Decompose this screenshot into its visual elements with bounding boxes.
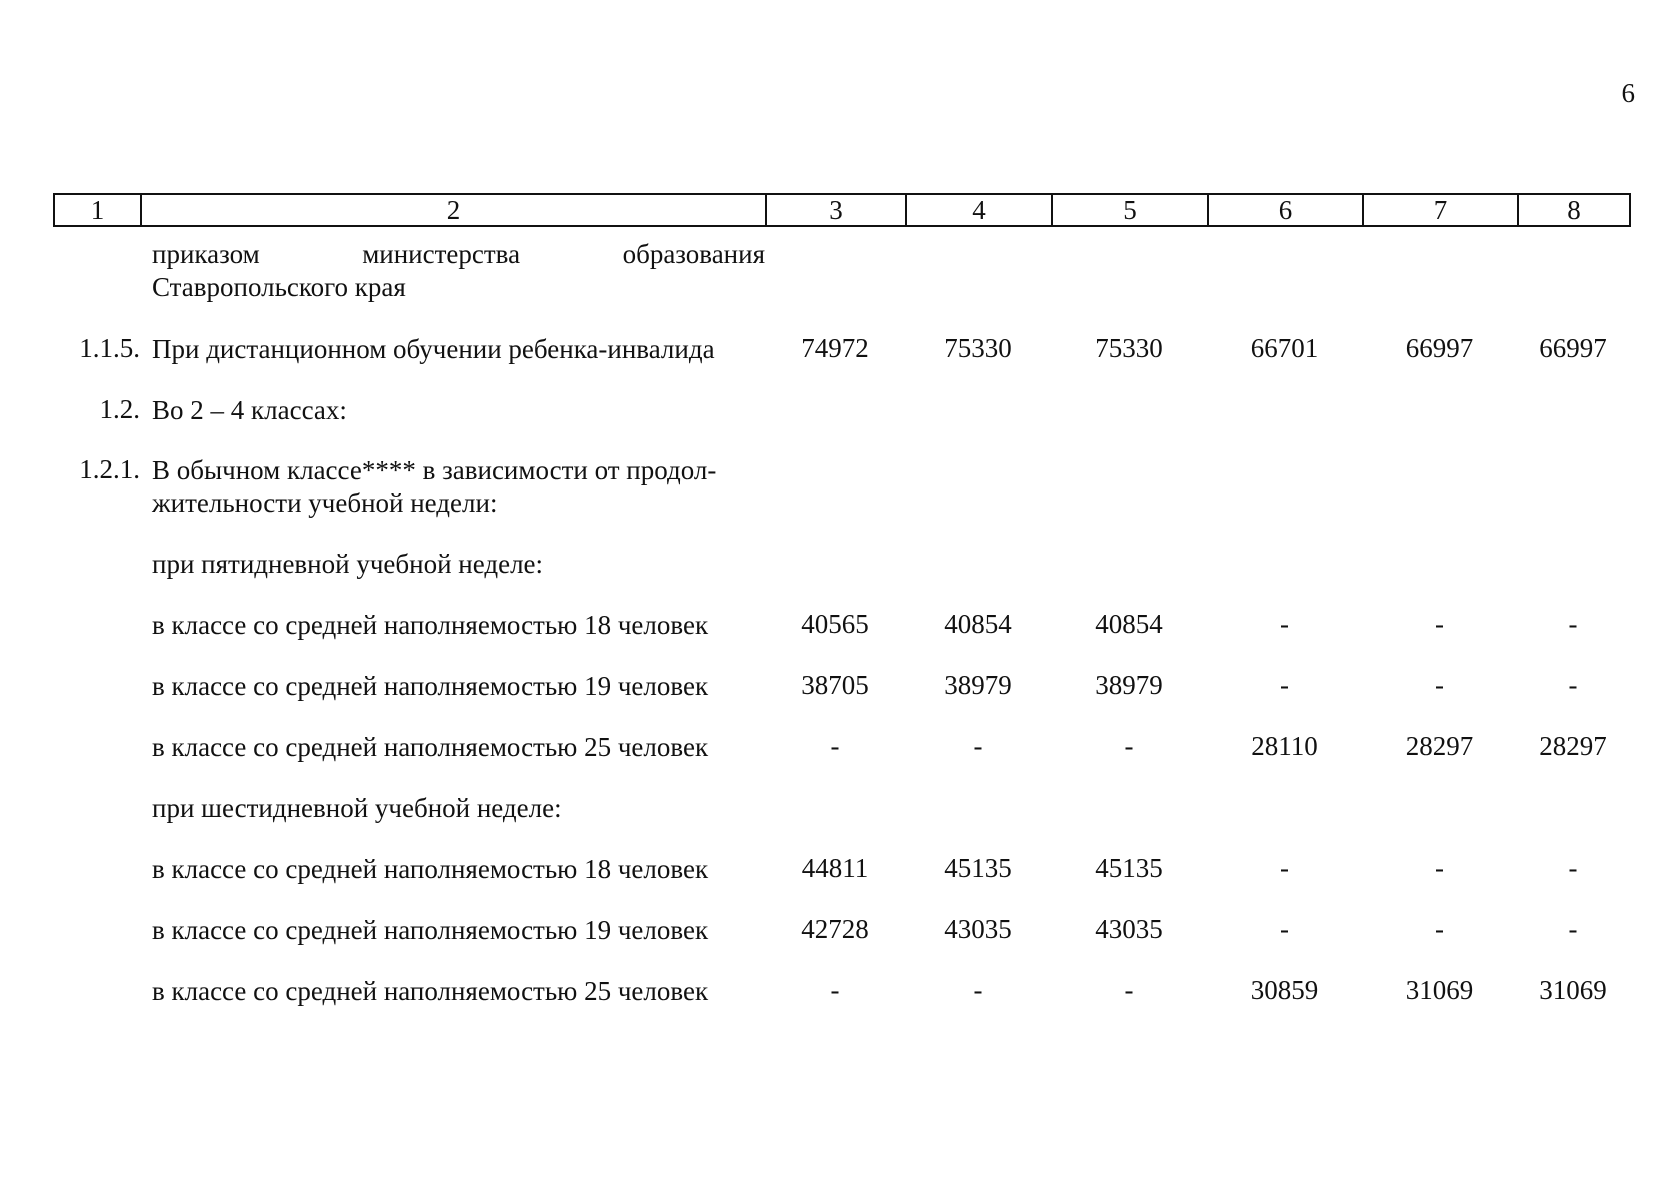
- row-description-line-1: В обычном классе**** в зависимости от продол-: [152, 455, 717, 485]
- row-value-col-7: -: [1435, 670, 1444, 700]
- row-value-col-8: 66997: [1539, 333, 1607, 363]
- row-value-col-4: 45135: [944, 853, 1012, 883]
- header-col-3: 3: [766, 194, 906, 226]
- row-value-col-6: 30859: [1250, 975, 1319, 1005]
- row-value-col-4: 38979: [944, 670, 1012, 700]
- row-value-col-7: -: [1435, 914, 1444, 944]
- row-value-col-8: 28297: [1539, 731, 1607, 761]
- row-description: в классе со средней наполняемостью 25 человек: [152, 732, 709, 762]
- row-number: 1.1.5.: [79, 333, 140, 363]
- row-value-col-7: -: [1435, 609, 1444, 639]
- header-col-1: 1: [54, 194, 141, 226]
- row-description: [140, 454, 765, 520]
- row-number: 1.2.: [99, 394, 140, 424]
- table-row: [53, 394, 1629, 427]
- row-value-col-6: -: [1280, 670, 1289, 700]
- table-row: [53, 670, 1629, 703]
- table-row: [53, 454, 1629, 520]
- row-value-col-5: 43035: [1095, 914, 1163, 944]
- row-description-line-1: приказом министерства образования: [152, 239, 765, 269]
- row-description: в классе со средней наполняемостью 18 человек: [152, 854, 709, 884]
- row-description: в классе со средней наполняемостью 19 человек: [152, 915, 709, 945]
- row-value-col-7: 28297: [1405, 731, 1474, 761]
- row-value-col-4: 75330: [944, 333, 1012, 363]
- row-value-col-4: -: [973, 731, 983, 761]
- row-value-col-3: 40565: [801, 609, 869, 639]
- row-value-col-8: -: [1568, 609, 1578, 639]
- row-description: в классе со средней наполняемостью 25 человек: [152, 976, 709, 1006]
- row-description: При дистанционном обучении ребенка-инвалида: [152, 334, 715, 364]
- row-value-col-6: -: [1280, 853, 1289, 883]
- row-value-col-5: 75330: [1095, 333, 1163, 363]
- row-value-col-7: 31069: [1405, 975, 1474, 1005]
- row-value-col-8: -: [1568, 914, 1578, 944]
- row-description: в классе со средней наполняемостью 18 человек: [152, 610, 709, 640]
- row-description: Во 2 – 4 классах:: [152, 395, 347, 425]
- header-col-4: 4: [906, 194, 1052, 226]
- row-value-col-4: -: [973, 975, 983, 1005]
- column-number-header: [53, 193, 1631, 227]
- row-value-col-6: 28110: [1251, 731, 1318, 761]
- row-value-col-3: 42728: [801, 914, 869, 944]
- row-value-col-5: 40854: [1095, 609, 1163, 639]
- row-value-col-5: 38979: [1095, 670, 1163, 700]
- table-row: [53, 792, 1629, 825]
- table-row: [53, 975, 1629, 1008]
- row-number: 1.2.1.: [79, 454, 140, 484]
- table-row: [53, 238, 1629, 304]
- row-value-col-5: -: [1124, 975, 1134, 1005]
- table-row: [53, 914, 1629, 947]
- row-description: в классе со средней наполняемостью 19 человек: [152, 671, 709, 701]
- header-col-7: 7: [1363, 194, 1518, 226]
- header-col-8: 8: [1518, 194, 1630, 226]
- row-value-col-3: -: [830, 731, 840, 761]
- table-row: [53, 609, 1629, 642]
- row-value-col-6: -: [1280, 609, 1289, 639]
- row-value-col-8: -: [1568, 670, 1578, 700]
- row-value-col-4: 43035: [944, 914, 1012, 944]
- row-description-line-2: жительности учебной недели:: [152, 488, 498, 518]
- row-value-col-4: 40854: [944, 609, 1012, 639]
- row-value-col-8: 31069: [1539, 975, 1607, 1005]
- page-number: 6: [1621, 78, 1635, 108]
- table-body: [53, 228, 1629, 1006]
- table-row: [53, 333, 1629, 366]
- header-col-2: 2: [141, 194, 766, 226]
- header-col-6: 6: [1208, 194, 1363, 226]
- header-col-5: 5: [1052, 194, 1208, 226]
- row-value-col-7: 66997: [1405, 333, 1474, 363]
- table-row: [53, 548, 1629, 581]
- row-value-col-3: 44811: [801, 853, 869, 883]
- row-value-col-6: 66701: [1250, 333, 1319, 363]
- row-description-line-2: Ставропольского края: [152, 272, 406, 302]
- row-value-col-6: -: [1280, 914, 1289, 944]
- table-row: [53, 853, 1629, 886]
- table-row: [53, 731, 1629, 764]
- row-description: при шестидневной учебной неделе:: [152, 793, 562, 823]
- row-value-col-3: 74972: [801, 333, 869, 363]
- row-value-col-5: -: [1124, 731, 1134, 761]
- row-description: при пятидневной учебной неделе:: [152, 549, 544, 579]
- row-value-col-5: 45135: [1095, 853, 1163, 883]
- row-value-col-3: -: [830, 975, 840, 1005]
- row-value-col-8: -: [1568, 853, 1578, 883]
- row-description: [140, 238, 765, 304]
- row-value-col-7: -: [1435, 853, 1444, 883]
- row-value-col-3: 38705: [801, 670, 869, 700]
